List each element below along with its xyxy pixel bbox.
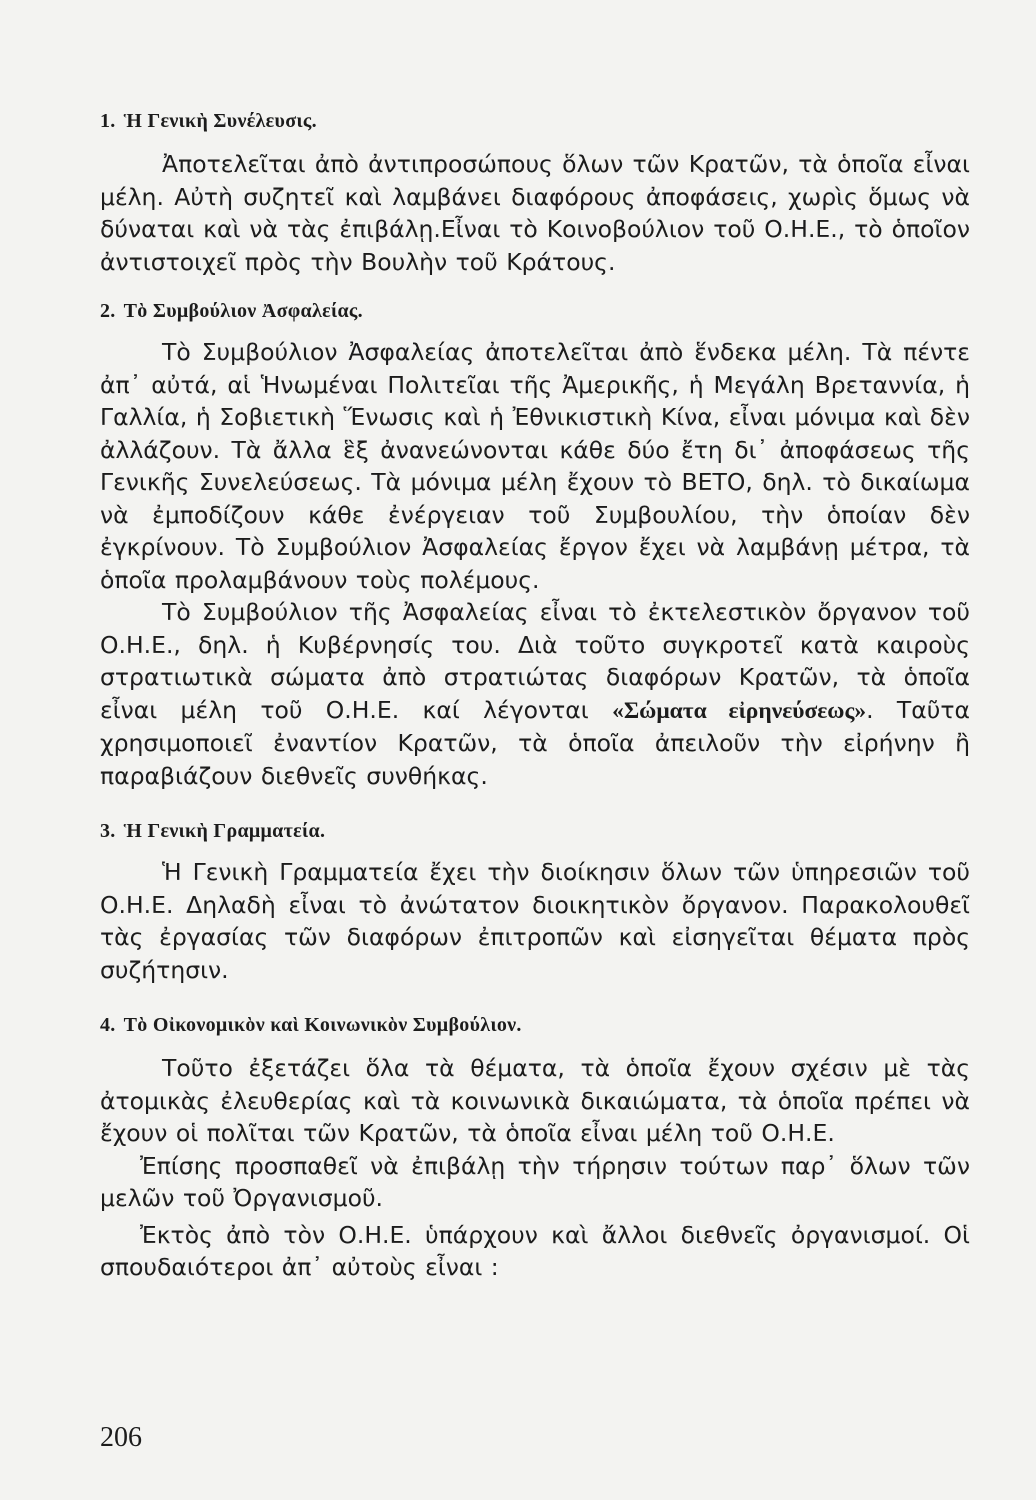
section-2-heading bbox=[100, 298, 970, 324]
page-number: 206 bbox=[100, 1422, 142, 1453]
section-1-title: Ἡ Γενικὴ Συνέλευσις. bbox=[123, 110, 317, 132]
section-4-paragraph-1: Τοῦτο ἐξετάζει ὅλα τὰ θέματα, τὰ ὁποῖα ἔχουν σχέσιν μὲ τὰς ἀτομικὰς ἐλευθερίας καὶ τὰ κοινωνικὰ δικαιώματα, τὰ ὁποῖα πρέπει νὰ ἔχουν οἱ πολῖται τῶν Κρατῶν, τὰ ὁποῖα εἶναι μέλη τοῦ Ο.Η.Ε. bbox=[100, 1054, 970, 1147]
section-2-emphasis: «Σώματα εἰρηνεύσεως» bbox=[612, 697, 867, 724]
page-text bbox=[100, 100, 970, 1284]
section-1-number: 1. bbox=[100, 110, 116, 132]
section-1-paragraph: Ἀποτελεῖται ἀπὸ ἀντιπροσώπους ὅλων τῶν Κρατῶν, τὰ ὁποῖα εἶναι μέλη. Αὐτὴ συζητεῖ καὶ λαμβάνει διαφόρους ἀποφάσεις, χωρὶς ὅμως νὰ δύναται καὶ νὰ τὰς ἐπιβάλῃ.Εἶναι τὸ Κοινοβούλιον τοῦ Ο.Η.Ε., τὸ ὁποῖον ἀντιστοιχεῖ πρὸς τὴν Βουλὴν τοῦ Κράτους. bbox=[100, 150, 970, 276]
section-2-paragraph-1: Τὸ Συμβούλιον Ἀσφαλείας ἀποτελεῖται ἀπὸ ἕνδεκα μέλη. Τὰ πέντε ἀπ᾿ αὐτά, αἱ Ἡνωμέναι Πολιτεῖαι τῆς Ἀμερικῆς, ἡ Μεγάλη Βρεταννία, ἡ Γαλλία, ἡ Σοβιετικὴ Ἕνωσις καὶ ἡ Ἐθνικιστικὴ Κίνα, εἶναι μόνιμα καὶ δὲν ἀλλάζουν. Τὰ ἄλλα ἓξ ἀνανεώνονται κάθε δύο ἔτη δι᾿ ἀποφάσεως τῆς Γενικῆς Συνελεύσεως. Τὰ μόνιμα μέλη ἔχουν τὸ ΒΕΤΟ, δηλ. τὸ δικαίωμα νὰ ἐμποδίζουν κάθε ἐνέργειαν τοῦ Συμβουλίου, τὴν ὁποίαν δὲν ἐγκρίνουν. Τὸ Συμβούλιον Ἀσφαλείας ἔργον ἔχει νὰ λαμβάνῃ μέτρα, τὰ ὁποῖα προλαμβάνουν τοὺς πολέμους. bbox=[100, 338, 970, 594]
section-4-heading bbox=[100, 1012, 970, 1038]
section-2-title: Τὸ Συμβούλιον Ἀσφαλείας. bbox=[123, 300, 363, 322]
section-4-title: Τὸ Οἰκονομικὸν καὶ Κοινωνικὸν Συμβούλιον. bbox=[123, 1014, 522, 1036]
section-3-paragraph: Ἡ Γενικὴ Γραμματεία ἔχει τὴν διοίκησιν ὅλων τῶν ὑπηρεσιῶν τοῦ Ο.Η.Ε. Δηλαδὴ εἶναι τὸ ἀνώτατον διοικητικὸν ὄργανον. Παρακολουθεῖ τὰς ἐργασίας τῶν διαφόρων ἐπιτροπῶν καὶ εἰσηγεῖται θέματα πρὸς συζήτησιν. bbox=[100, 858, 970, 984]
section-2-number: 2. bbox=[100, 300, 116, 322]
section-1-heading bbox=[100, 108, 970, 134]
section-2-paragraph-2-after: . Ταῦτα χρησιμοποιεῖ ἐναντίον Κρατῶν, τὰ ὁποῖα ἀπειλοῦν τὴν εἰρήνην ἢ παραβιάζουν διεθνεῖς συνθήκας. bbox=[100, 695, 970, 790]
section-4-paragraph-2: Ἐπίσης προσπαθεῖ νὰ ἐπιβάλῃ τὴν τήρησιν τούτων παρ᾿ ὅλων τῶν μελῶν τοῦ Ὀργανισμοῦ. bbox=[100, 1151, 970, 1212]
section-3-heading bbox=[100, 818, 970, 844]
section-3-title: Ἡ Γενικὴ Γραμματεία. bbox=[123, 820, 326, 842]
section-2-paragraph-2 bbox=[100, 596, 970, 792]
closing-paragraph: Ἐκτὸς ἀπὸ τὸν Ο.Η.Ε. ὑπάρχουν καὶ ἄλλοι διεθνεῖς ὀργανισμοί. Οἱ σπουδαιότεροι ἀπ᾿ αὐτοὺς εἶναι : bbox=[100, 1220, 970, 1281]
section-4-number: 4. bbox=[100, 1014, 116, 1036]
section-3-number: 3. bbox=[100, 820, 116, 842]
section-2-paragraph-2-before: Τὸ Συμβούλιον τῆς Ἀσφαλείας εἶναι τὸ ἐκτελεστικὸν ὄργανον τοῦ Ο.Η.Ε., δηλ. ἡ Κυβέρνησίς του. Διὰ τοῦτο συγκροτεῖ κατὰ καιροὺς στρατιωτικὰ σώματα ἀπὸ στρατιώτας διαφόρων Κρατῶν, τὰ ὁποῖα εἶναι μέλη τοῦ Ο.Η.Ε. καί λέγονται bbox=[100, 598, 970, 724]
